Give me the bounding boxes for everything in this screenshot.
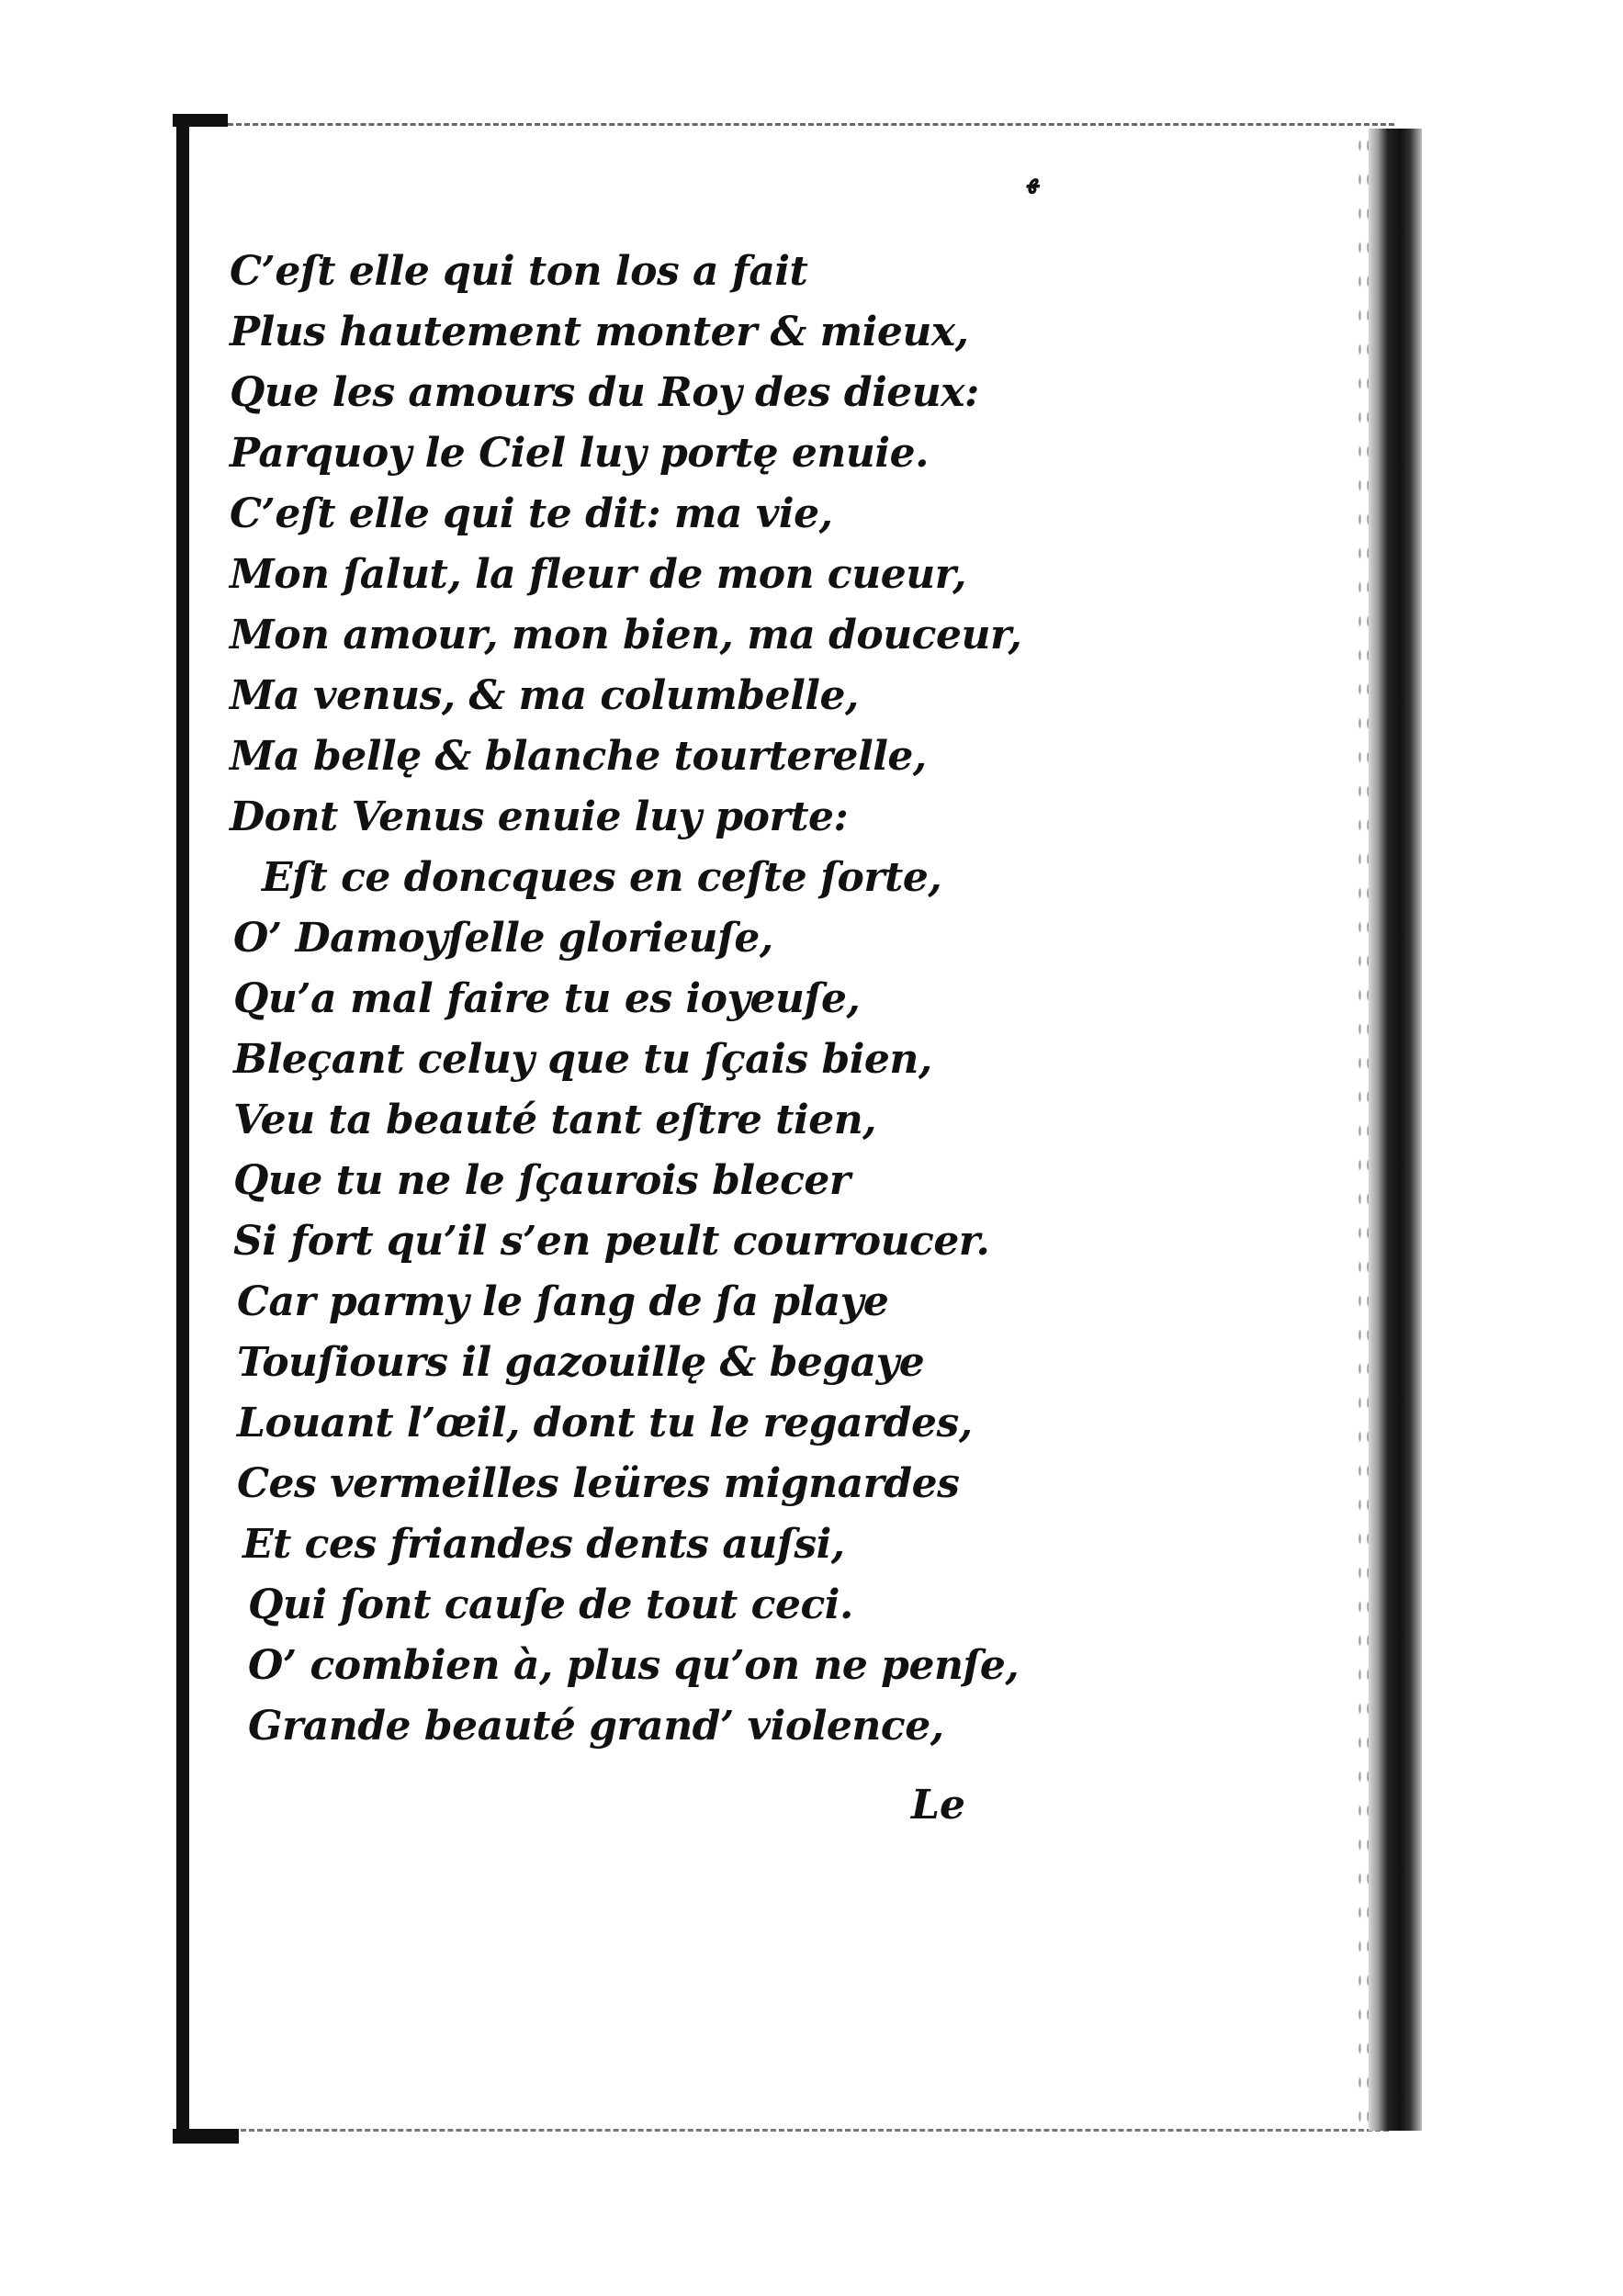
verse-line-8: Ma venus, & ma columbelle, [230,672,859,719]
verse-line-18: Car parmy le ſang de ſa playe [237,1278,889,1325]
verse-line-5: C’eſt elle qui te dit: ma vie, [230,490,833,537]
verse-line-7: Mon amour, mon bien, ma douceur, [230,612,1022,658]
verse-line-24: O’ combien à, plus qu’on ne penſe, [248,1642,1020,1689]
verse-line-4: Parquoy le Ciel luy portę enuie. [230,430,929,477]
verse-line-23: Qui ſont cauſe de tout ceci. [248,1581,853,1628]
verse-line-3: Que les amours du Roy des dieux: [230,369,979,416]
verse-line-13: Qu’a mal faire tu es ioyeuſe, [233,975,861,1022]
verse-line-20: Louant l’œil, dont tu le regardes, [237,1400,973,1446]
verse-line-11: Eſt ce doncques en ceſte ſorte, [262,854,942,901]
verse-line-6: Mon ſalut, la fleur de mon cueur, [230,551,966,598]
verse-line-10: Dont Venus enuie luy porte: [230,793,849,840]
verse-line-21: Ces vermeilles leüres mignardes [237,1460,960,1507]
verse-line-19: Touſiours il gazouillę & begaye [237,1339,925,1386]
verse-line-22: Et ces friandes dents auſsi, [242,1521,845,1568]
verse-line-25: Grande beauté grand’ violence, [248,1703,944,1750]
verse-line-12: O’ Damoyſelle glorieuſe, [233,915,773,962]
verse-line-15: Veu ta beauté tant eſtre tien, [233,1097,876,1143]
verse-line-14: Bleçant celuy que tu ſçais bien, [233,1036,932,1083]
verse-line-9: Ma bellę & blanche tourterelle, [230,733,927,780]
verse-line-16: Que tu ne le ſçaurois blecer [233,1157,851,1204]
verse-line-2: Plus hautement monter & mieux, [230,309,969,355]
ornament-mark: ﻬ [1027,163,1039,194]
catchword: Le [911,1782,965,1829]
verse-line-17: Si fort qu’il s’en peult courroucer. [233,1218,990,1265]
verse-line-1: C’eſt elle qui ton los a fait [230,248,808,295]
